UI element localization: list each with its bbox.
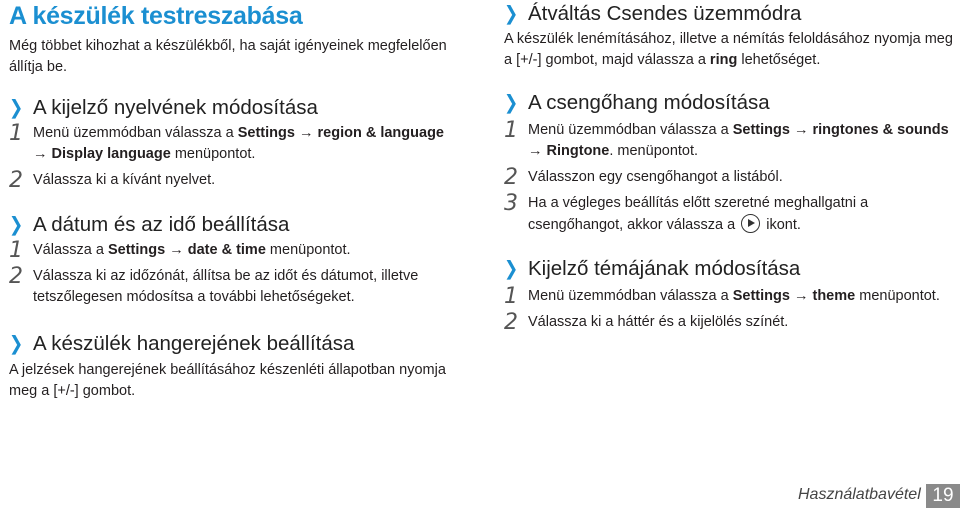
chevron-right-icon: ❯: [504, 91, 519, 114]
chevron-right-icon: ❯: [9, 96, 24, 119]
step-number: 1: [504, 118, 518, 143]
section-language: [9, 95, 449, 191]
step-text: Válasszon egy csengőhangot a listából.: [528, 169, 783, 185]
step-2: [504, 312, 956, 333]
intro-paragraph: Még többet kihozhat a készülékből, ha saját igényeinek megfelelően állítja be.: [9, 38, 447, 75]
section-silent: [504, 1, 956, 71]
section-title: Kijelző témájának módosítása: [528, 257, 801, 280]
section-title: A dátum és az idő beállítása: [33, 213, 290, 236]
step-text: Menü üzemmódban válassza a Settings → theme menüpontot.: [528, 288, 940, 304]
section-theme: [504, 256, 956, 333]
step-number: 2: [9, 264, 23, 289]
chevron-right-icon: ❯: [9, 332, 24, 355]
step-number: 1: [504, 284, 518, 309]
step-number: 1: [9, 121, 23, 146]
section-title: A csengőhang módosítása: [528, 91, 770, 114]
section-heading: [9, 331, 449, 357]
section-heading: [504, 256, 956, 282]
section-datetime: [9, 212, 449, 308]
section-title: Átváltás Csendes üzemmódra: [528, 2, 802, 25]
page-title: A készülék testreszabása: [9, 2, 303, 30]
section-heading: [504, 90, 956, 116]
step-number: 2: [504, 310, 518, 335]
step-text: Menü üzemmódban válassza a Settings → ringtones & sounds → Ringtone. menüpontot.: [528, 122, 949, 159]
section-text: A készülék lenémításához, illetve a némítás feloldásához nyomja meg a [+/-] gombot, majd válassza a ring lehetőséget.: [504, 31, 953, 68]
chevron-right-icon: ❯: [504, 2, 519, 25]
step-text: Válassza ki az időzónát, állítsa be az időt és dátumot, illetve tetszőlegesen módosítsa a további lehetőségeket.: [33, 268, 419, 305]
step-text: Ha a végleges beállítás előtt szeretné meghallgatni a csengőhangot, akkor válassza a ikont.: [528, 195, 869, 233]
section-heading: [9, 212, 449, 238]
step-number: 1: [9, 238, 23, 263]
step-2: [9, 170, 449, 191]
step-1: [504, 286, 956, 307]
step-1: [9, 240, 449, 261]
step-number: 2: [504, 165, 518, 190]
page-number: 19: [926, 484, 960, 508]
section-title: A készülék hangerejének beállítása: [33, 332, 355, 355]
chevron-right-icon: ❯: [9, 213, 24, 236]
step-2: [504, 167, 956, 188]
footer-section-label: Használatbavétel: [798, 486, 921, 503]
step-1: [9, 123, 449, 165]
step-text: Válassza a Settings → date & time menüpontot.: [33, 242, 351, 258]
play-icon: [741, 214, 760, 233]
step-2: [9, 266, 449, 308]
section-heading: [504, 1, 956, 27]
chevron-right-icon: ❯: [504, 257, 519, 280]
step-text: Válassza ki a kívánt nyelvet.: [33, 172, 216, 188]
section-volume: [9, 331, 449, 402]
section-heading: [9, 95, 449, 121]
step-text: Menü üzemmódban válassza a Settings → region & language → Display language menüpontot.: [33, 125, 444, 162]
step-number: 3: [504, 191, 518, 216]
step-number: 2: [9, 168, 23, 193]
section-ringtone: [504, 90, 956, 236]
step-3: [504, 193, 956, 236]
section-text: A jelzések hangerejének beállításához készenléti állapotban nyomja meg a [+/-] gombot.: [9, 362, 446, 399]
section-title: A kijelző nyelvének módosítása: [33, 96, 318, 119]
step-1: [504, 120, 956, 162]
step-text: Válassza ki a háttér és a kijelölés színét.: [528, 314, 789, 330]
